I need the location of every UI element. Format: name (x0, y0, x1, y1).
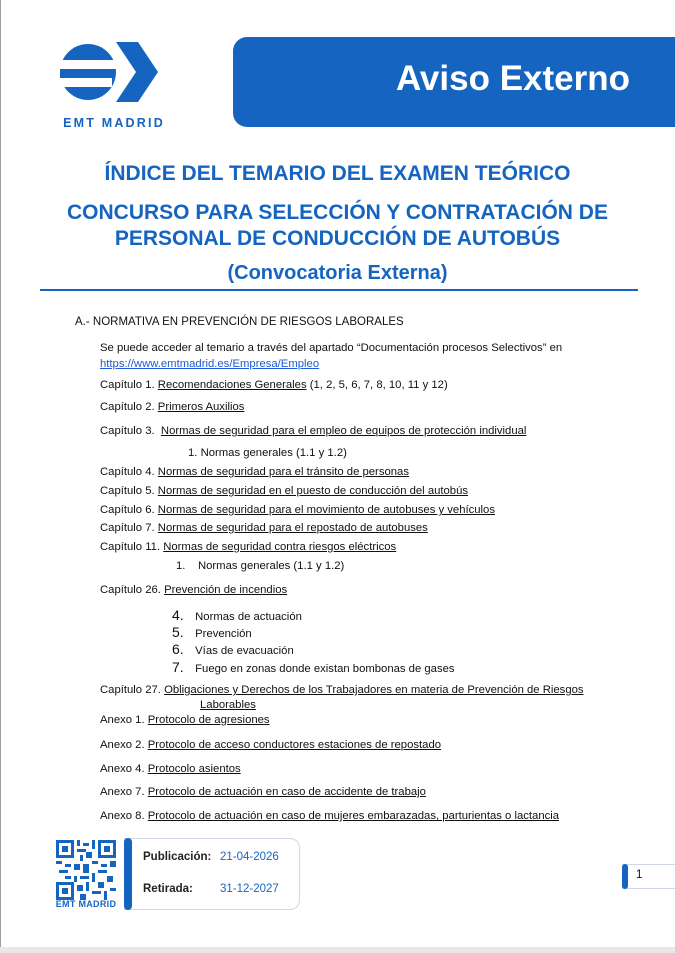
toc-subitem (188, 447, 347, 459)
toc-item-label: Capítulo 27. (100, 684, 161, 696)
doc-convocatoria: (Convocatoria Externa) (227, 262, 448, 284)
toc-item-link[interactable]: Protocolo de agresiones (147, 714, 270, 726)
banner-title: Aviso Externo (395, 59, 630, 98)
toc-item-link[interactable]: Normas de seguridad contra riesgos eléctricos (163, 541, 397, 553)
toc-item (100, 714, 270, 726)
toc-subitem-num: 1. (176, 560, 186, 572)
toc-subitem-text: Vías de evacuación (195, 645, 294, 657)
toc-item-label: Capítulo 2. (100, 401, 155, 413)
page-bottom-edge (0, 947, 675, 953)
publication-label: Publicación: (143, 851, 212, 863)
toc-subitem-text: Fuego en zonas donde existan bombonas de gases (195, 663, 455, 675)
toc-subitem (172, 659, 455, 675)
toc-item-label: Capítulo 3. (100, 425, 155, 437)
toc-item-link[interactable]: Protocolo asientos (147, 763, 241, 775)
toc-item (100, 541, 396, 553)
toc-item-link[interactable]: Primeros Auxilios (157, 401, 245, 413)
toc-subitem (172, 607, 302, 623)
empleo-link[interactable]: https://www.emtmadrid.es/Empresa/Empleo (100, 358, 320, 370)
toc-item-tail: (1, 2, 5, 6, 7, 8, 10, 11 y 12) (309, 379, 448, 391)
logo-text: EMT MADRID (63, 116, 165, 130)
toc-item (100, 786, 426, 798)
toc-item-link-cont[interactable]: Laborables (200, 699, 256, 711)
toc-subitem-num: 4. (172, 607, 184, 623)
toc-item (100, 425, 526, 437)
toc-subitem-num: 6. (172, 641, 184, 657)
toc-item-label: Capítulo 6. (100, 504, 155, 516)
toc-subitem-text: Normas de actuación (195, 611, 302, 623)
page-number: 1 (636, 869, 643, 881)
toc-subitem (172, 641, 294, 657)
qr-code-icon (56, 840, 116, 900)
toc-item-link[interactable]: Recomendaciones Generales (157, 379, 307, 391)
title-divider (40, 289, 638, 291)
toc-item-link[interactable]: Normas de seguridad para el movimiento de autobuses y vehículos (157, 504, 495, 516)
toc-item-label: Capítulo 7. (100, 522, 155, 534)
toc-item-link[interactable]: Normas de seguridad para el repostado de autobuses (157, 522, 428, 534)
toc-subitem-num: 1. (188, 447, 198, 459)
publication-box-accent (124, 838, 132, 910)
toc-subitem-num: 5. (172, 624, 184, 640)
toc-item (100, 763, 241, 775)
toc-item (100, 379, 448, 391)
toc-item-link[interactable]: Normas de seguridad para el tránsito de personas (157, 466, 409, 478)
toc-subitem-text: Prevención (195, 628, 252, 640)
withdrawal-label: Retirada: (143, 883, 193, 895)
toc-item (100, 810, 559, 822)
toc-item-label: Capítulo 26. (100, 584, 161, 596)
publication-box (124, 838, 300, 910)
toc-item (100, 522, 428, 534)
toc-item-label: Capítulo 1. (100, 379, 155, 391)
emt-logo-icon (54, 38, 174, 116)
toc-item (100, 485, 468, 497)
toc-item-link[interactable]: Protocolo de actuación en caso de mujeres embarazadas, parturientas o lactancia (147, 810, 560, 822)
toc-item-label: Anexo 4. (100, 763, 145, 775)
toc-item (100, 504, 495, 516)
toc-item-link[interactable]: Normas de seguridad en el puesto de conducción del autobús (157, 485, 469, 497)
toc-item (100, 584, 287, 596)
toc-item (100, 683, 640, 713)
doc-subtitle-line1: CONCURSO PARA SELECCIÓN Y CONTRATACIÓN DE (67, 201, 608, 224)
toc-item (100, 401, 244, 413)
intro-paragraph (100, 340, 638, 372)
publication-date: 21-04-2026 (220, 851, 279, 863)
emt-logo (54, 38, 174, 133)
page-number-box (622, 864, 675, 889)
doc-title: ÍNDICE DEL TEMARIO DEL EXAMEN TEÓRICO (104, 162, 571, 185)
toc-item-label: Anexo 2. (100, 739, 145, 751)
toc-item-link[interactable]: Normas de seguridad para el empleo de equipos de protección individual (160, 425, 527, 437)
toc-item-label: Capítulo 11. (100, 541, 161, 553)
toc-item (100, 466, 409, 478)
toc-subitem (176, 560, 344, 572)
toc-subitem-text: Normas generales (1.1 y 1.2) (200, 447, 347, 459)
intro-text: Se puede acceder al temario a través del apartado “Documentación procesos Selectivos” en (100, 342, 563, 354)
qr-caption: EMT MADRID (55, 899, 117, 909)
toc-item-label: Anexo 8. (100, 810, 145, 822)
toc-item (100, 739, 441, 751)
toc-subitem-text: Normas generales (1.1 y 1.2) (197, 560, 345, 572)
doc-subtitle-line2: PERSONAL DE CONDUCCIÓN DE AUTOBÚS (114, 227, 561, 250)
doc-subtitle (30, 200, 645, 252)
toc-subitem-num: 7. (172, 659, 184, 675)
toc-item-label: Capítulo 5. (100, 485, 155, 497)
toc-item-link[interactable]: Protocolo de acceso conductores estaciones de repostado (147, 739, 442, 751)
section-heading: A.- NORMATIVA EN PREVENCIÓN DE RIESGOS LABORALES (75, 316, 404, 328)
toc-item-label: Anexo 1. (100, 714, 145, 726)
toc-item-link[interactable]: Protocolo de actuación en caso de accidente de trabajo (147, 786, 426, 798)
toc-item-label: Capítulo 4. (100, 466, 155, 478)
toc-item-link[interactable]: Obligaciones y Derechos de los Trabajadores en materia de Prevención de Riesgos (164, 684, 584, 696)
left-margin-rule (0, 0, 1, 953)
qr-code[interactable] (56, 840, 116, 900)
toc-subitem (172, 624, 252, 640)
banner (233, 37, 675, 127)
toc-item-link[interactable]: Prevención de incendios (164, 584, 288, 596)
withdrawal-date: 31-12-2027 (220, 883, 279, 895)
toc-item-label: Anexo 7. (100, 786, 145, 798)
page-number-accent (622, 864, 628, 889)
